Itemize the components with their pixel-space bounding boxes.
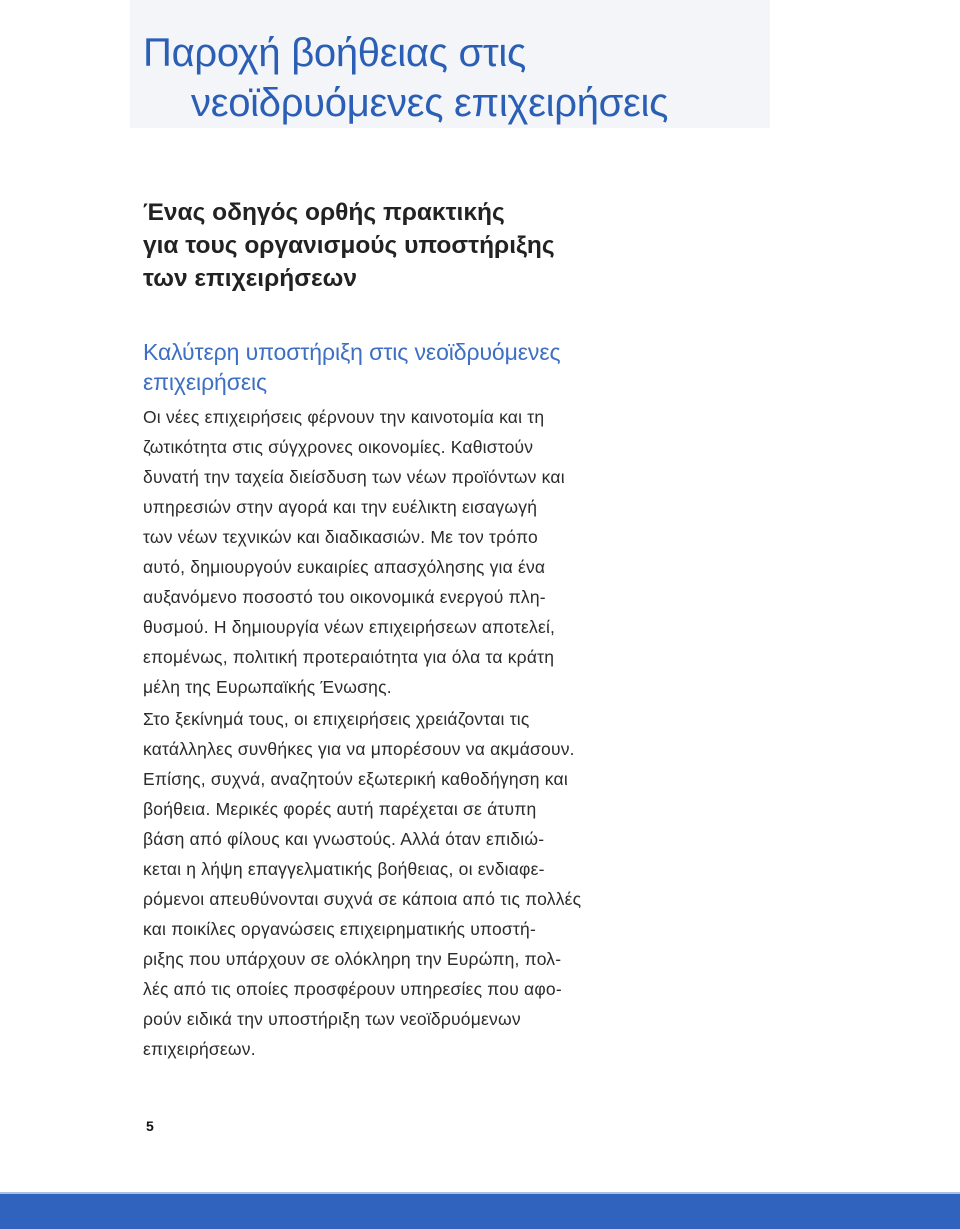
title-line: νεοϊδρυόμενες επιχειρήσεις xyxy=(191,81,669,125)
paragraph-line: αυξανόμενο ποσοστό του οικονομικά ενεργού πλη- xyxy=(143,587,546,607)
page-number: 5 xyxy=(146,1118,154,1134)
paragraph-line: δυνατή την ταχεία διείσδυση των νέων προϊόντων και xyxy=(143,467,565,487)
paragraph-line: ρούν ειδικά την υποστήριξη των νεοϊδρυόμενων xyxy=(143,1009,521,1029)
paragraph-line: ρόμενοι απευθύνονται συχνά σε κάποια από τις πολλές xyxy=(143,889,582,909)
footer-stripe xyxy=(0,1192,960,1194)
paragraph-line: αυτό, δημιουργούν ευκαιρίες απασχόλησης για ένα xyxy=(143,557,546,577)
paragraph-line: των νέων τεχνικών και διαδικασιών. Με τον τρόπο xyxy=(143,527,538,547)
footer-band xyxy=(0,1192,960,1229)
title-line: Παροχή βοήθειας στις xyxy=(143,31,526,75)
paragraph-line: υπηρεσιών στην αγορά και την ευέλικτη εισαγωγή xyxy=(143,497,538,517)
body-paragraph-2 xyxy=(143,704,581,1064)
document-subtitle xyxy=(143,196,555,295)
paragraph-line: ριξης που υπάρχουν σε ολόκληρη την Ευρώπη, πολ- xyxy=(143,949,562,969)
section-heading-line: επιχειρήσεις xyxy=(143,369,267,395)
subtitle-line: για τους οργανισμούς υποστήριξης xyxy=(143,232,555,259)
paragraph-line: και ποικίλες οργανώσεις επιχειρηματικής υποστή- xyxy=(143,919,536,939)
section-heading xyxy=(143,337,560,397)
paragraph-line: επιχειρήσεων. xyxy=(143,1039,256,1059)
body-paragraph-1 xyxy=(143,402,565,702)
subtitle-line: των επιχειρήσεων xyxy=(143,265,357,292)
paragraph-line: λές από τις οποίες προσφέρουν υπηρεσίες που αφο- xyxy=(143,979,562,999)
paragraph-line: Οι νέες επιχειρήσεις φέρνουν την καινοτομία και τη xyxy=(143,407,545,427)
paragraph-line: Στο ξεκίνημά τους, οι επιχειρήσεις χρειάζονται τις xyxy=(143,709,530,729)
paragraph-line: ζωτικότητα στις σύγχρονες οικονομίες. Καθιστούν xyxy=(143,437,534,457)
document-title xyxy=(143,28,668,128)
paragraph-line: κεται η λήψη επαγγελματικής βοήθειας, οι ενδιαφε- xyxy=(143,859,545,879)
paragraph-line: Επίσης, συχνά, αναζητούν εξωτερική καθοδήγηση και xyxy=(143,769,568,789)
subtitle-line: Ένας οδηγός ορθής πρακτικής xyxy=(143,199,505,226)
paragraph-line: κατάλληλες συνθήκες για να μπορέσουν να ακμάσουν. xyxy=(143,739,575,759)
paragraph-line: μέλη της Ευρωπαϊκής Ένωσης. xyxy=(143,677,392,697)
paragraph-line: βάση από φίλους και γνωστούς. Αλλά όταν επιδιώ- xyxy=(143,829,545,849)
section-heading-line: Καλύτερη υποστήριξη στις νεοϊδρυόμενες xyxy=(143,339,561,365)
paragraph-line: θυσμού. Η δημιουργία νέων επιχειρήσεων αποτελεί, xyxy=(143,617,556,637)
paragraph-line: επομένως, πολιτική προτεραιότητα για όλα τα κράτη xyxy=(143,647,555,667)
paragraph-line: βοήθεια. Μερικές φορές αυτή παρέχεται σε άτυπη xyxy=(143,799,537,819)
